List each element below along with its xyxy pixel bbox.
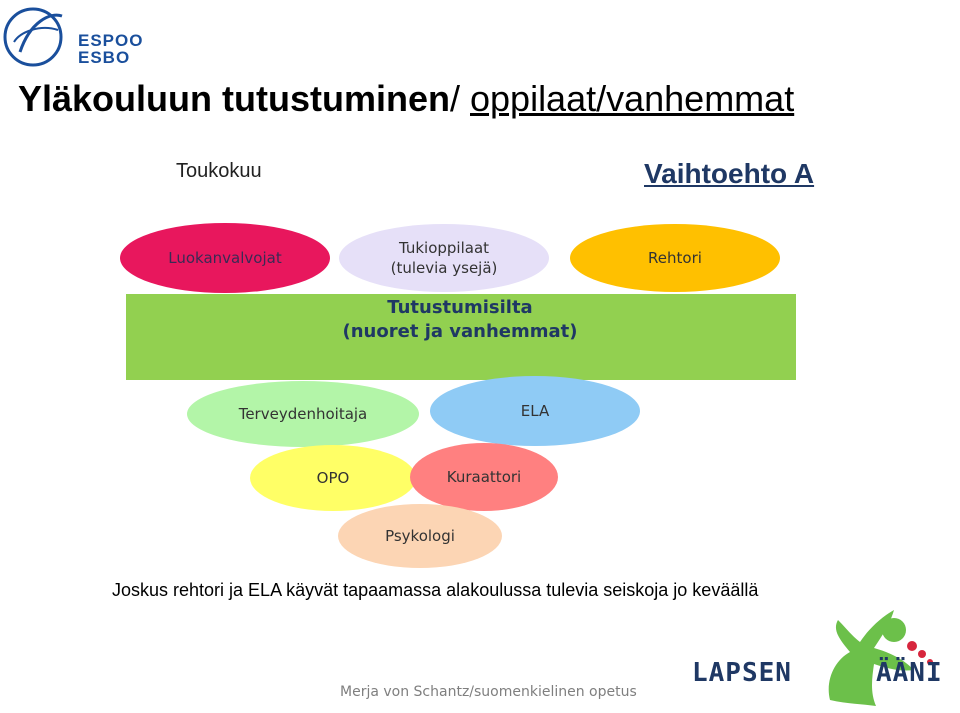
event-bridge-line-1: Tutustumisilta: [387, 297, 533, 318]
oval-label-line-1: Tukioppilaat: [398, 239, 490, 257]
footer-credit: Merja von Schantz/suomenkielinen opetus: [340, 684, 637, 700]
oval-psykologi: [338, 504, 502, 568]
oval-label: Kuraattori: [446, 468, 522, 486]
oval-ela: [430, 376, 640, 446]
partner-word-1: LAPSEN: [692, 658, 792, 688]
espoo-emblem-icon: [0, 2, 70, 72]
oval-kuraattori: [410, 443, 558, 511]
partner-word-2: ÄÄNI: [876, 658, 943, 688]
oval-label: Rehtori: [648, 249, 702, 267]
oval-label: Psykologi: [385, 527, 455, 545]
child-figure-icon: [790, 600, 940, 710]
espoo-logo: [0, 2, 150, 72]
note-text: Joskus rehtori ja ELA käyvät tapaamassa alakoulussa tulevia seiskoja jo keväällä: [112, 580, 759, 600]
oval-opo: [250, 445, 416, 511]
month-label: Toukokuu: [176, 160, 262, 182]
logo-line-2: ESBO: [78, 48, 131, 67]
lapsen-aani-logo: [690, 600, 955, 710]
oval-rehtori: [570, 224, 780, 292]
oval-label: OPO: [316, 469, 350, 487]
oval-label-line-2: (tulevia ysejä): [390, 259, 498, 277]
title-subtitle: oppilaat/vanhemmat: [470, 78, 795, 119]
event-bridge-line-2: (nuoret ja vanhemmat): [342, 321, 578, 342]
event-bridge-label: [330, 296, 590, 344]
oval-tukioppilaat: [339, 224, 549, 292]
oval-label: Luokanvalvojat: [168, 249, 282, 267]
logo-line-1: ESPOO: [78, 31, 144, 50]
title-separator: /: [449, 78, 470, 119]
title-main: Yläkouluun tutustuminen: [18, 78, 450, 119]
oval-luokanvalvojat: [120, 223, 330, 293]
oval-label: ELA: [520, 402, 550, 420]
page-title: [18, 78, 794, 120]
variant-label: Vaihtoehto A: [644, 158, 815, 189]
oval-terveydenhoitaja: [187, 381, 419, 447]
oval-label: Terveydenhoitaja: [238, 405, 368, 423]
